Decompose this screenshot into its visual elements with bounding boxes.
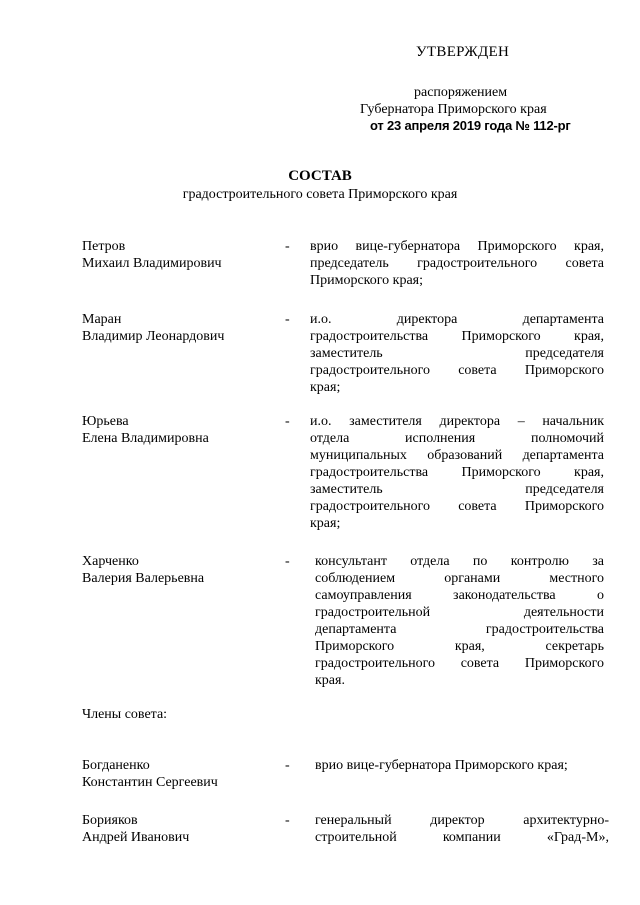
member-surname: Богданенко bbox=[82, 758, 150, 773]
decree-line-2: Губернатора Приморского края bbox=[360, 102, 547, 117]
role-line: и.о. директора департамента bbox=[310, 312, 604, 327]
role-line: департамента градостроительства bbox=[315, 622, 604, 637]
approval-stamp: УТВЕРЖДЕН bbox=[416, 44, 510, 60]
separator-dash: - bbox=[285, 312, 290, 327]
member-given-name: Андрей Иванович bbox=[82, 830, 190, 845]
decree-date-number: от 23 апреля 2019 года № 112-рг bbox=[370, 118, 571, 133]
member-name bbox=[82, 553, 272, 587]
role-line: строительной компании «Град-М», bbox=[315, 830, 609, 845]
role-line: края; bbox=[310, 380, 341, 395]
role-line: градостроительного совета Приморского bbox=[310, 363, 604, 378]
separator-dash: - bbox=[285, 758, 290, 773]
member-given-name: Михаил Владимирович bbox=[82, 256, 222, 271]
members-heading: Члены совета: bbox=[82, 707, 168, 722]
member-surname: Харченко bbox=[82, 554, 139, 569]
role-line: заместитель председателя bbox=[310, 346, 604, 361]
member-given-name: Константин Сергеевич bbox=[82, 775, 218, 790]
member-role bbox=[315, 812, 609, 846]
member-given-name: Валерия Валерьевна bbox=[82, 571, 205, 586]
role-line: отдела исполнения полномочий bbox=[310, 431, 604, 446]
member-role bbox=[310, 311, 604, 396]
member-surname: Петров bbox=[82, 239, 126, 254]
role-line: консультант отдела по контролю за bbox=[315, 554, 604, 569]
decree-line-1: распоряжением bbox=[414, 85, 508, 100]
role-line: градостроительной деятельности bbox=[315, 605, 604, 620]
document-subtitle: градостроительного совета Приморского края bbox=[182, 187, 458, 202]
role-line: градостроительного совета Приморского bbox=[310, 499, 604, 514]
role-line: самоуправления законодательства о bbox=[315, 588, 604, 603]
member-given-name: Владимир Леонардович bbox=[82, 329, 225, 344]
member-name bbox=[82, 311, 272, 345]
role-line: генеральный директор архитектурно- bbox=[315, 813, 609, 828]
member-role bbox=[310, 413, 604, 532]
role-line: председатель градостроительного совета bbox=[310, 256, 604, 271]
role-line: заместитель председателя bbox=[310, 482, 604, 497]
role-line: градостроительства Приморского края, bbox=[310, 465, 604, 480]
member-name bbox=[82, 413, 272, 447]
member-role bbox=[315, 757, 604, 774]
separator-dash: - bbox=[285, 414, 290, 429]
role-line: Приморского края; bbox=[310, 273, 424, 288]
role-line: градостроительства Приморского края, bbox=[310, 329, 604, 344]
role-line: и.о. заместителя директора – начальник bbox=[310, 414, 604, 429]
role-line: Приморского края, секретарь bbox=[315, 639, 604, 654]
member-name bbox=[82, 757, 272, 791]
separator-dash: - bbox=[285, 813, 290, 828]
member-surname: Маран bbox=[82, 312, 122, 327]
separator-dash: - bbox=[285, 239, 290, 254]
document-title: СОСТАВ bbox=[288, 168, 352, 184]
member-role bbox=[310, 238, 604, 289]
role-line: соблюдением органами местного bbox=[315, 571, 604, 586]
member-name bbox=[82, 238, 272, 272]
role-line: врио вице-губернатора Приморского края, bbox=[310, 239, 604, 254]
member-given-name: Елена Владимировна bbox=[82, 431, 209, 446]
role-line: градостроительного совета Приморского bbox=[315, 656, 604, 671]
member-surname: Борияков bbox=[82, 813, 138, 828]
role-line: края. bbox=[315, 673, 345, 688]
role-line: муниципальных образований департамента bbox=[310, 448, 604, 463]
member-name bbox=[82, 812, 272, 846]
role-line: края; bbox=[310, 516, 341, 531]
member-role bbox=[315, 553, 604, 689]
separator-dash: - bbox=[285, 554, 290, 569]
role-line: врио вице-губернатора Приморского края; bbox=[315, 758, 568, 773]
member-surname: Юрьева bbox=[82, 414, 129, 429]
